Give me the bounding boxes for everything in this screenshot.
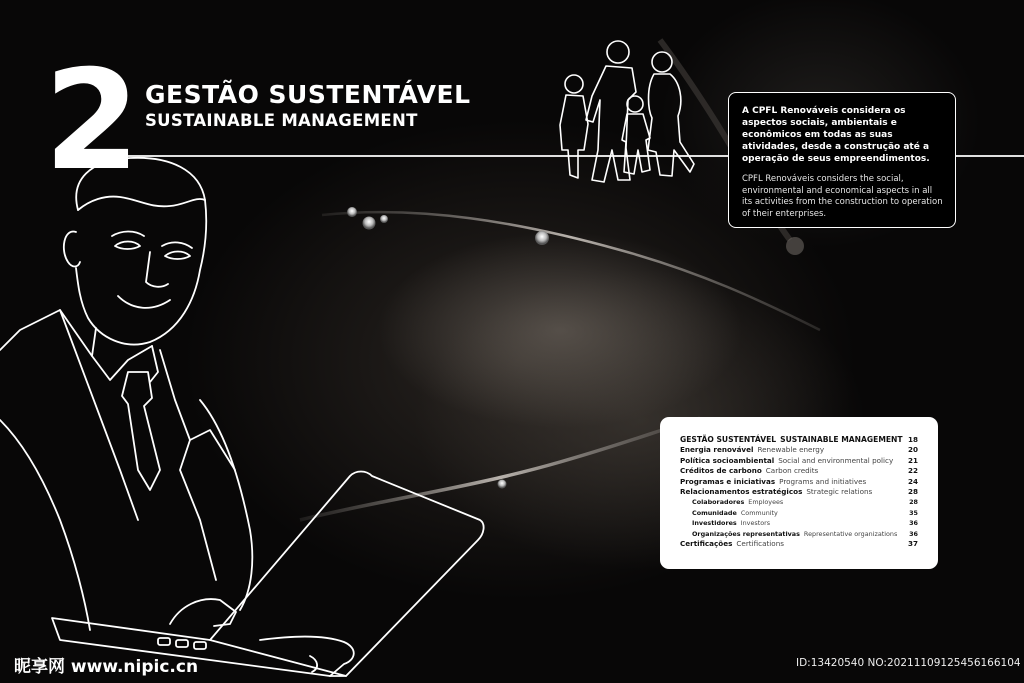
- toc-entry-translation: Community: [740, 508, 778, 517]
- toc-subentry[interactable]: [680, 508, 918, 518]
- intro-text-en: CPFL Renováveis considers the social, environmental and economical aspects in all its activities from the construction to operation of their enterprises.: [742, 174, 943, 219]
- toc-entry-translation: Employees: [748, 498, 784, 507]
- toc-entry-translation: Representative organizations: [803, 529, 898, 538]
- grass-stem-lower: [300, 418, 700, 520]
- toc-subentry[interactable]: [680, 497, 918, 507]
- watermark-id: ID:13420540 NO:20211109125456166104: [796, 657, 1021, 669]
- toc-entry-page: 22: [907, 466, 918, 476]
- toc-entry-translation: Strategic relations: [806, 487, 873, 497]
- toc-entry-title: Certificações: [680, 539, 733, 549]
- toc-entry[interactable]: [680, 539, 918, 549]
- toc-entry-title: Comunidade: [692, 508, 737, 517]
- watermark-site: 昵享网 www.nipic.cn: [14, 657, 199, 677]
- toc-entry-page: 24: [907, 476, 918, 486]
- toc-entry-translation: Carbon credits: [765, 466, 819, 476]
- water-drop: [363, 217, 376, 230]
- toc-entry[interactable]: [680, 435, 918, 445]
- toc-entry[interactable]: [680, 477, 918, 487]
- toc-entry-title: Créditos de carbono: [680, 466, 762, 476]
- toc-entry[interactable]: [680, 456, 918, 466]
- toc-entry-translation: Programs and initiatives: [779, 476, 867, 486]
- toc-entry-translation: Social and environmental policy: [778, 455, 894, 465]
- water-drop: [380, 215, 388, 223]
- toc-entry-translation: Renewable energy: [757, 445, 825, 455]
- chapter-title: GESTÃO SUSTENTÁVEL: [145, 80, 471, 109]
- water-drop: [535, 231, 549, 245]
- water-drop: [786, 237, 804, 255]
- toc-subentry[interactable]: [680, 529, 918, 539]
- toc-entry-page: 36: [909, 529, 918, 538]
- toc-entry-page: 28: [907, 487, 918, 497]
- toc-entry-title: Energia renovável: [680, 445, 754, 455]
- toc-entry[interactable]: [680, 466, 918, 476]
- water-drop: [498, 480, 507, 489]
- toc-entry-title: Política socioambiental: [680, 455, 775, 465]
- toc-entry-translation: SUSTAINABLE MANAGEMENT: [780, 435, 903, 444]
- table-of-contents: [660, 417, 938, 569]
- grass-stem-upper: [322, 212, 820, 330]
- intro-text-pt: A CPFL Renováveis considera os aspectos sociais, ambientais e econômicos em todas as suas atividades, desde a construção até a operação de seus empreendimentos.: [742, 106, 930, 164]
- toc-entry[interactable]: [680, 445, 918, 455]
- toc-entry-translation: Investors: [740, 519, 771, 528]
- toc-entry-title: Organizações representativas: [692, 529, 800, 538]
- toc-entry-page: 20: [907, 445, 918, 455]
- toc-entry-page: 18: [907, 435, 918, 444]
- chapter-number: 2: [44, 40, 137, 201]
- chapter-subtitle: SUSTAINABLE MANAGEMENT: [145, 111, 418, 130]
- toc-entry-translation: Certifications: [736, 539, 784, 549]
- intro-box: [728, 92, 956, 228]
- toc-entry-title: Programas e iniciativas: [680, 476, 776, 486]
- water-drop: [347, 207, 357, 217]
- toc-entry-page: 21: [907, 455, 918, 465]
- toc-entry-page: 35: [909, 508, 918, 517]
- toc-entry-title: Investidores: [692, 519, 737, 528]
- toc-entry-title: Relacionamentos estratégicos: [680, 487, 803, 497]
- toc-entry-title: Colaboradores: [692, 498, 745, 507]
- toc-entry[interactable]: [680, 487, 918, 497]
- toc-subentry[interactable]: [680, 518, 918, 528]
- toc-entry-page: 28: [909, 498, 918, 507]
- toc-entry-title: GESTÃO SUSTENTÁVEL: [680, 435, 777, 444]
- toc-entry-page: 36: [909, 519, 918, 528]
- businessman-outline-illustration: [0, 158, 484, 676]
- toc-entry-page: 37: [907, 539, 918, 549]
